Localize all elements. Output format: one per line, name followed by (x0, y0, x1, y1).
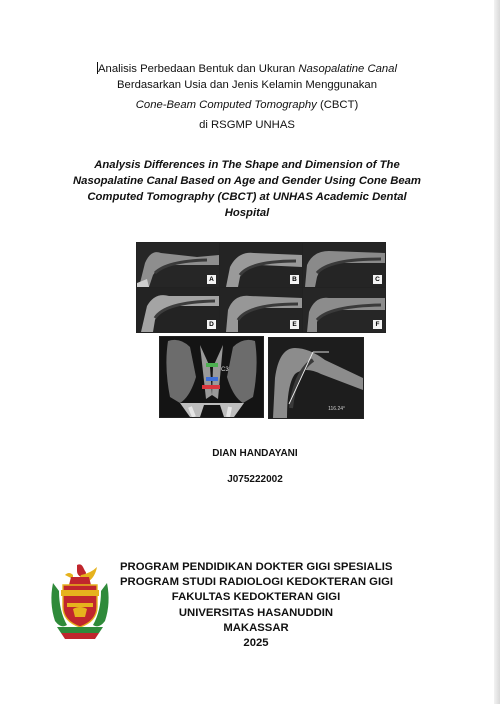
title-en-line-3: Computed Tomography (CBCT) at UNHAS Academic Dental (87, 191, 407, 203)
institution-block (120, 560, 392, 651)
panel-label-d: D (207, 320, 216, 329)
panel-label-c: C (373, 275, 382, 284)
page-edge-shadow (494, 0, 500, 704)
coronal-label: C3 (221, 367, 229, 373)
panel-label-a: A (207, 275, 216, 284)
cbct-panel-d (136, 287, 220, 333)
panel-label-e: E (290, 320, 299, 329)
title-english (0, 157, 494, 221)
title-id-line-1: Analisis Perbedaan Bentuk dan Ukuran Nasopalatine Canal (98, 63, 397, 75)
university-logo (47, 563, 113, 641)
cbct-panel-e (219, 287, 303, 333)
panel-label-f: F (373, 320, 382, 329)
student-id: J075222002 (227, 474, 283, 485)
cbct-panel-c (302, 242, 386, 288)
cbct-coronal-view (159, 336, 264, 418)
institution-line-6: 2025 (243, 637, 269, 650)
cbct-panel-b (219, 242, 303, 288)
institution-line-1: PROGRAM PENDIDIKAN DOKTER GIGI SPESIALIS (120, 561, 393, 573)
title-en-line-2: Nasopalatine Canal Based on Age and Gender Using Cone Beam (73, 175, 421, 187)
cbct-panel-f (302, 287, 386, 333)
title-id-line-2: Berdasarkan Usia dan Jenis Kelamin Menggunakan (117, 79, 377, 91)
title-indonesian (0, 61, 494, 133)
institution-line-5: MAKASSAR (223, 621, 289, 634)
title-id-line-4: di RSGMP UNHAS (199, 119, 295, 131)
title-id-line-3: Cone-Beam Computed Tomography (CBCT) (135, 99, 359, 111)
hasanuddin-emblem-icon (47, 563, 113, 641)
institution-line-3: FAKULTAS KEDOKTERAN GIGI (171, 591, 341, 604)
cbct-sagittal-view (268, 337, 364, 419)
panel-label-b: B (290, 275, 299, 284)
angle-measurement: 116.24° (328, 406, 345, 412)
institution-line-4: UNIVERSITAS HASANUDDIN (178, 606, 334, 619)
author-name: DIAN HANDAYANI (212, 448, 298, 459)
title-en-line-4: Hospital (224, 207, 270, 219)
institution-line-2: PROGRAM STUDI RADIOLOGI KEDOKTERAN GIGI (120, 576, 394, 589)
title-en-line-1: Analysis Differences in The Shape and Dimension of The (94, 159, 400, 171)
cbct-panel-a (136, 242, 220, 288)
